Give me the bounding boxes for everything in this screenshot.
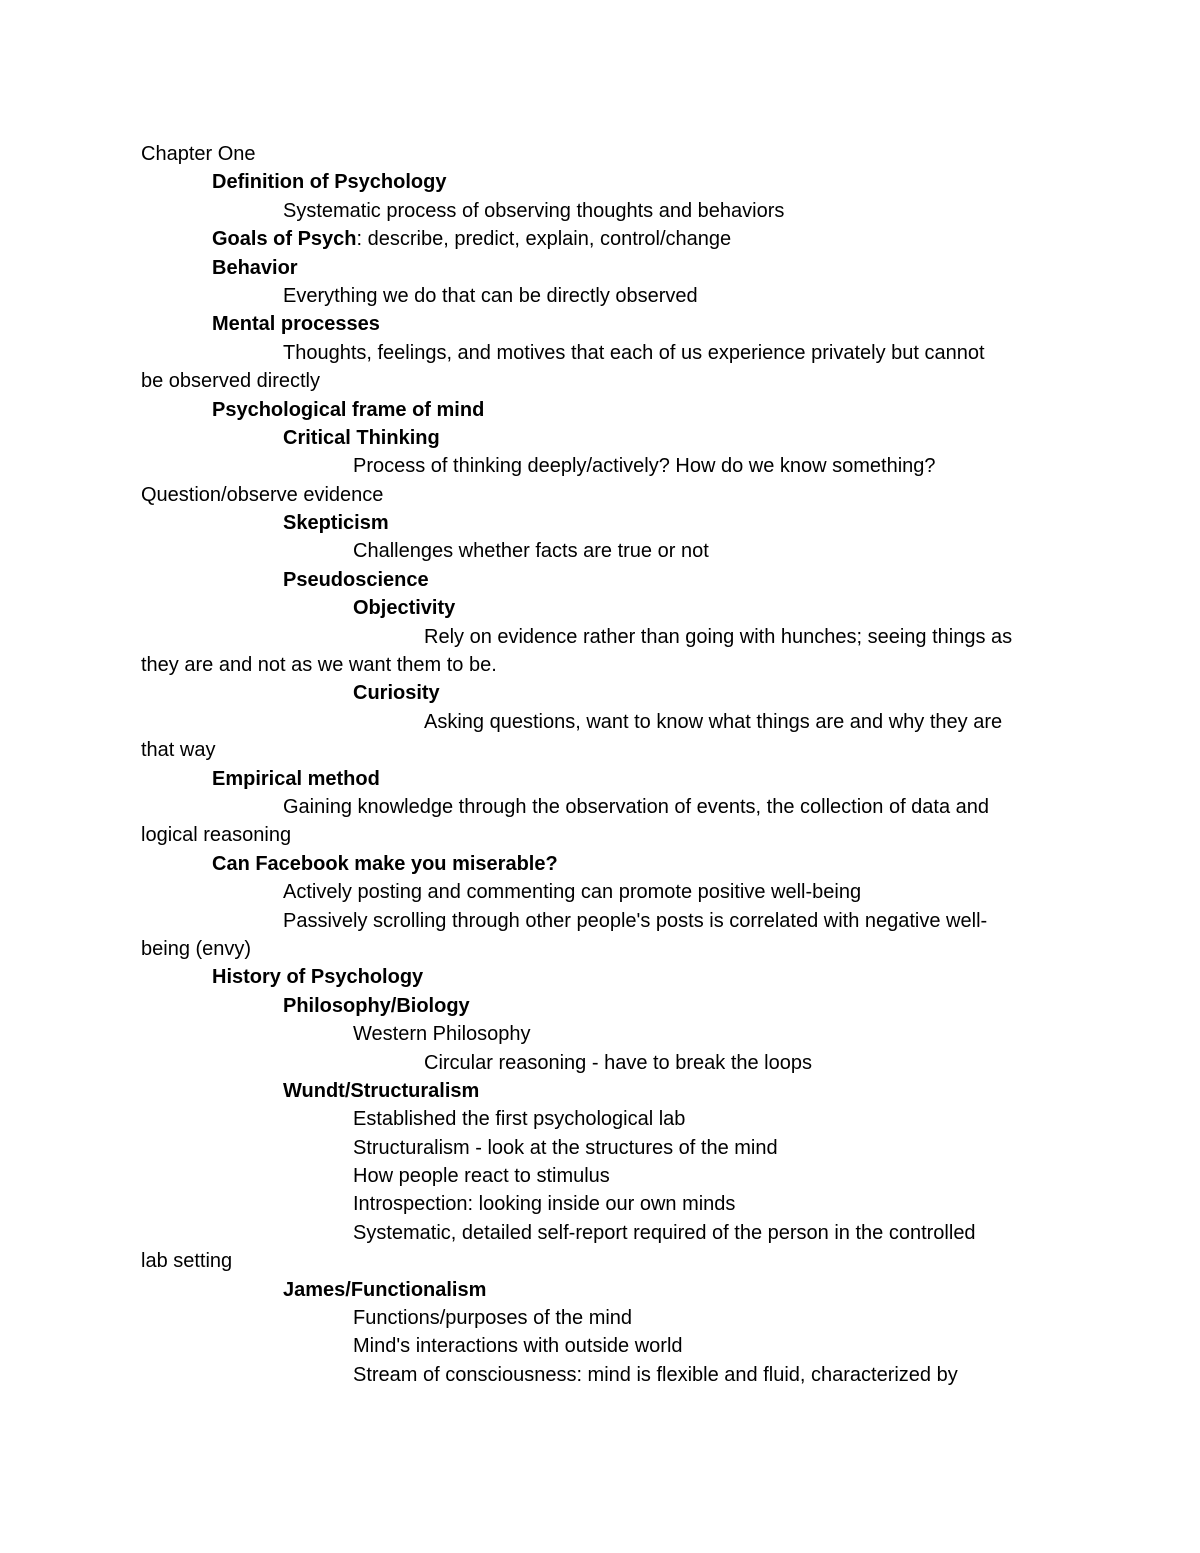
heading-goals-of-psych: Goals of Psych: [212, 228, 357, 251]
circular-reasoning-text: Circular reasoning - have to break the loops: [424, 1051, 812, 1074]
facebook-text-2: Passively scrolling through other people's posts is correlated with negative well-: [283, 909, 988, 932]
heading-empirical-method: Empirical method: [212, 767, 380, 790]
western-philosophy-text: Western Philosophy: [353, 1023, 531, 1046]
heading-philosophy-biology: Philosophy/Biology: [283, 994, 470, 1017]
objectivity-text: Rely on evidence rather than going with hunches; seeing things as: [424, 625, 1013, 648]
curiosity-text: Asking questions, want to know what things are and why they are: [424, 710, 1003, 733]
critical-thinking-text: Process of thinking deeply/actively? How do we know something?: [353, 455, 936, 478]
mental-processes-text: Thoughts, feelings, and motives that each of us experience privately but cannot: [283, 341, 985, 364]
critical-thinking-text-cont: Question/observe evidence: [141, 483, 384, 506]
document-page: [141, 140, 1071, 1389]
heading-objectivity: Objectivity: [353, 597, 456, 620]
skepticism-text: Challenges whether facts are true or not: [353, 540, 709, 563]
chapter-title: Chapter One: [141, 143, 256, 165]
empirical-method-text: Gaining knowledge through the observation of events, the collection of data and: [283, 795, 990, 818]
james-text-2: Mind's interactions with outside world: [353, 1335, 683, 1358]
heading-psychological-frame-of-mind: Psychological frame of mind: [212, 398, 485, 421]
mental-processes-text-cont: be observed directly: [141, 370, 320, 393]
heading-history-of-psychology: History of Psychology: [212, 966, 424, 989]
wundt-text-4: Introspection: looking inside our own minds: [353, 1193, 736, 1216]
objectivity-text-cont: they are and not as we want them to be.: [141, 654, 497, 677]
heading-wundt-structuralism: Wundt/Structuralism: [283, 1079, 480, 1102]
heading-facebook: Can Facebook make you miserable?: [212, 852, 558, 875]
wundt-text-1: Established the first psychological lab: [353, 1108, 686, 1131]
curiosity-text-cont: that way: [141, 739, 216, 762]
heading-behavior: Behavior: [212, 256, 298, 279]
definition-text: Systematic process of observing thoughts and behaviors: [283, 199, 785, 222]
empirical-method-text-cont: logical reasoning: [141, 824, 292, 847]
goals-text: : describe, predict, explain, control/change: [356, 228, 732, 251]
heading-critical-thinking: Critical Thinking: [283, 426, 440, 449]
goals-line: [141, 225, 1071, 253]
facebook-text-2-cont: being (envy): [141, 937, 252, 960]
heading-skepticism: Skepticism: [283, 512, 389, 535]
wundt-text-2: Structuralism - look at the structures of the mind: [353, 1136, 778, 1159]
heading-pseudoscience: Pseudoscience: [283, 568, 429, 591]
wundt-text-5: Systematic, detailed self-report required of the person in the controlled: [353, 1221, 976, 1244]
heading-james-functionalism: James/Functionalism: [283, 1278, 487, 1301]
wundt-text-5-cont: lab setting: [141, 1250, 233, 1273]
behavior-text: Everything we do that can be directly observed: [283, 284, 698, 307]
james-text-1: Functions/purposes of the mind: [353, 1307, 633, 1330]
facebook-text-1: Actively posting and commenting can promote positive well-being: [283, 881, 862, 904]
heading-definition-of-psychology: Definition of Psychology: [212, 171, 447, 194]
heading-mental-processes: Mental processes: [212, 313, 380, 336]
wundt-text-3: How people react to stimulus: [353, 1165, 610, 1188]
james-text-3: Stream of consciousness: mind is flexible and fluid, characterized by: [353, 1363, 958, 1386]
heading-curiosity: Curiosity: [353, 682, 440, 705]
